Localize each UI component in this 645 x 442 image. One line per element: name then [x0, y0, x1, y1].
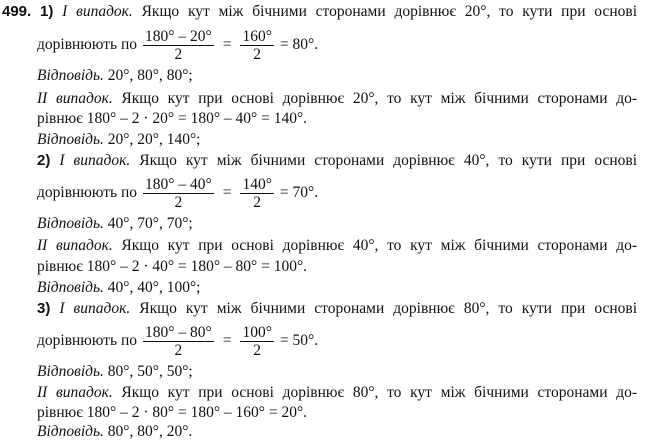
equals-sign: =: [222, 332, 232, 349]
case-title: I випадок.: [59, 300, 131, 317]
answer-label: Відповідь.: [37, 67, 104, 84]
case2-intro-line: [37, 383, 637, 403]
answer-value: 40°, 70°, 70°;: [107, 215, 193, 232]
answer-line: [37, 66, 637, 86]
equals-sign: =: [222, 36, 232, 53]
case-text: Якщо кут при основі дорівнює 20°, то кут між бічними сторонами до-: [121, 90, 637, 107]
case2-continuation: рівнює 180° – 2 · 40° = 180° – 80° = 100°.: [37, 258, 308, 275]
case-text: Якщо кут між бічними сторонами дорівнює 20°, то кути при основі: [141, 3, 637, 20]
equals-sign: =: [222, 184, 232, 201]
answer-value: 20°, 80°, 80°;: [107, 67, 193, 84]
part-label: 3): [37, 300, 51, 317]
case-title: II випадок.: [37, 384, 113, 401]
numerator: 180° – 20°: [145, 27, 212, 45]
case-text: Якщо кут при основі дорівнює 80°, то кут між бічними сторонами до-: [121, 384, 637, 401]
answer-label: Відповідь.: [37, 363, 104, 380]
answer-line: [37, 278, 637, 298]
problem-number: 499.: [2, 3, 32, 20]
numerator: 180° – 40°: [145, 175, 212, 193]
answer-label: Відповідь.: [37, 215, 104, 232]
case-text: Якщо кут між бічними сторонами дорівнює 40°, то кути при основі: [139, 152, 638, 169]
denominator: 2: [253, 45, 262, 63]
denominator: 2: [174, 45, 183, 63]
answer-value: 20°, 20°, 140°;: [107, 131, 201, 148]
case2-continuation: рівнює 180° – 2 · 80° = 180° – 160° = 20°.: [37, 404, 308, 421]
equation-prefix: дорівнюють по: [37, 332, 138, 349]
equation-line: [37, 25, 637, 65]
case-title: I випадок.: [62, 3, 133, 20]
case1-intro-line: [37, 151, 637, 171]
answer-line: [37, 422, 637, 442]
case2-continuation: рівнює 180° – 2 · 20° = 180° – 40° = 140°.: [37, 110, 308, 127]
case-title: II випадок.: [37, 90, 113, 107]
case-text: Якщо кут між бічними сторонами дорівнює 80°, то кути при основі: [139, 300, 638, 317]
answer-label: Відповідь.: [37, 279, 104, 296]
fraction: [143, 28, 214, 63]
fraction: [240, 324, 273, 359]
numerator: 180° – 80°: [145, 323, 212, 341]
answer-value: 40°, 40°, 100°;: [107, 279, 201, 296]
case2-intro-line: [37, 89, 637, 109]
fraction: [143, 176, 214, 211]
denominator: 2: [253, 341, 262, 359]
equation-line: [37, 321, 637, 361]
answer-line: [37, 130, 637, 150]
equation-result: = 70°.: [279, 184, 319, 201]
numerator: 100°: [242, 323, 272, 341]
fraction: [240, 176, 273, 211]
equation-prefix: дорівнюють по: [37, 184, 138, 201]
case1-intro-line: [2, 2, 637, 22]
denominator: 2: [174, 193, 183, 211]
denominator: 2: [174, 341, 183, 359]
case2-intro-line: [37, 236, 637, 256]
denominator: 2: [253, 193, 262, 211]
answer-line: [37, 214, 637, 234]
case-text: Якщо кут при основі дорівнює 40°, то кут між бічними сторонами до-: [121, 237, 637, 254]
part-label: 2): [37, 152, 51, 169]
case-title: I випадок.: [59, 152, 131, 169]
case1-intro-line: [37, 299, 637, 319]
answer-value: 80°, 50°, 50°;: [107, 363, 193, 380]
fraction: [240, 28, 273, 63]
equation-line: [37, 173, 637, 213]
numerator: 160°: [242, 27, 272, 45]
equation-prefix: дорівнюють по: [37, 36, 138, 53]
answer-label: Відповідь.: [37, 423, 104, 440]
part-label: 1): [40, 3, 54, 20]
answer-value: 80°, 80°, 20°.: [107, 423, 193, 440]
answer-line: [37, 362, 637, 382]
answer-label: Відповідь.: [37, 131, 104, 148]
fraction: [143, 324, 214, 359]
case-title: II випадок.: [37, 237, 113, 254]
equation-result: = 80°.: [279, 36, 319, 53]
equation-result: = 50°.: [279, 332, 319, 349]
numerator: 140°: [242, 175, 272, 193]
